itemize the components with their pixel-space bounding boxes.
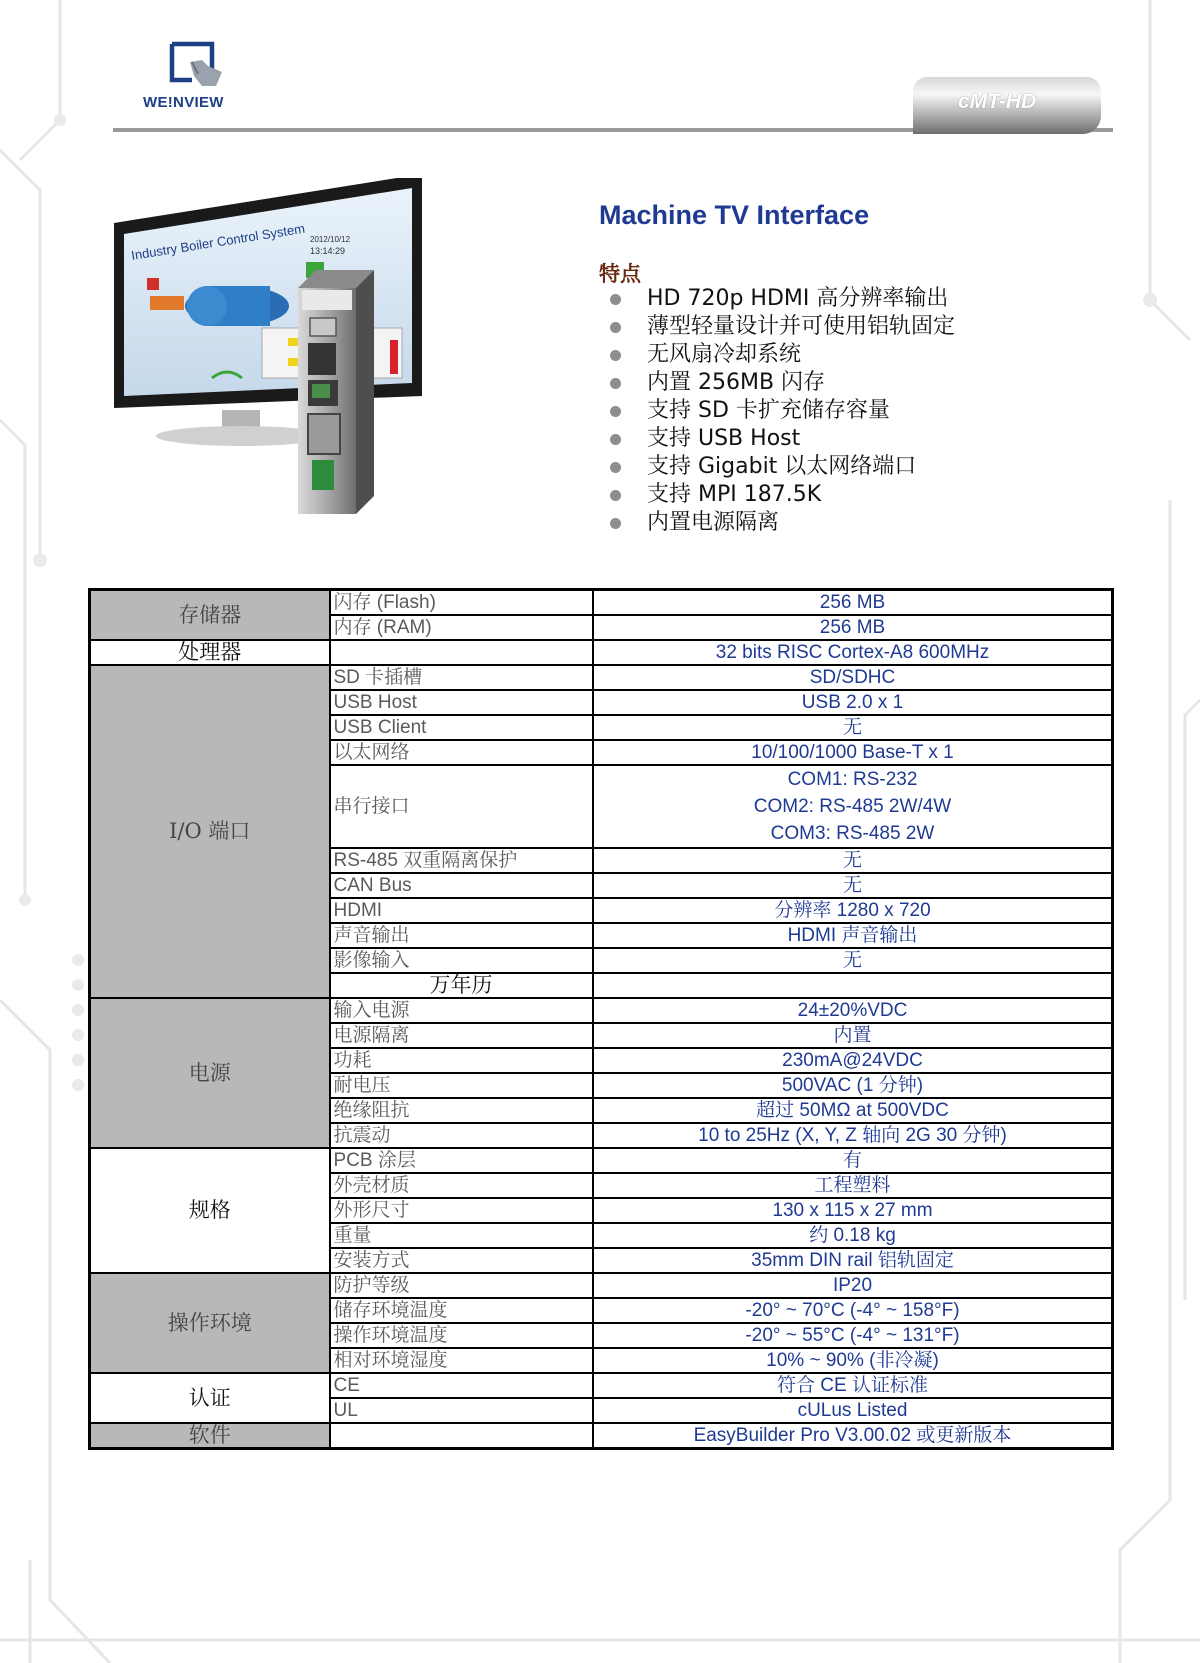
spec-value: 130 x 115 x 27 mm (593, 1198, 1113, 1223)
bullet-icon (610, 462, 621, 473)
bullet-icon (610, 350, 621, 361)
category-environment: 操作环境 (90, 1273, 330, 1373)
spec-value: EasyBuilder Pro V3.00.02 或更新版本 (593, 1423, 1113, 1449)
feature-item: 支持 Gigabit 以太网络端口 (607, 453, 955, 481)
spec-value (593, 765, 1113, 848)
serial-port: COM2: RS-485 2W/4W (753, 796, 952, 817)
spec-value: -20° ~ 55°C (-4° ~ 131°F) (593, 1323, 1113, 1348)
category-processor: 处理器 (90, 640, 330, 665)
spec-item: 内存 (RAM) (330, 615, 593, 640)
feature-item: 支持 MPI 187.5K (607, 481, 955, 509)
spec-value: 230mA@24VDC (593, 1048, 1113, 1073)
spec-item: USB Host (330, 690, 593, 715)
table-row (90, 1273, 1113, 1298)
category-io: I/O 端口 (90, 665, 330, 998)
spec-item: 耐电压 (330, 1073, 593, 1098)
spec-value: 无 (593, 948, 1113, 973)
spec-value: -20° ~ 70°C (-4° ~ 158°F) (593, 1298, 1113, 1323)
table-row (90, 1373, 1113, 1398)
spec-value: 10 to 25Hz (X, Y, Z 轴向 2G 30 分钟) (593, 1123, 1113, 1148)
spec-item: UL (330, 1398, 593, 1423)
feature-title: Machine TV Interface (599, 200, 870, 230)
spec-item: 功耗 (330, 1048, 593, 1073)
spec-item: 防护等级 (330, 1273, 593, 1298)
feature-heading: 特点 (599, 262, 641, 286)
spec-value: cULus Listed (593, 1398, 1113, 1423)
serial-port: COM1: RS-232 (787, 769, 918, 790)
category-storage: 存储器 (90, 590, 330, 641)
spec-item: 以太网络 (330, 740, 593, 765)
table-row (90, 665, 1113, 690)
spec-value: 10/100/1000 Base-T x 1 (593, 740, 1113, 765)
spec-value: 分辨率 1280 x 720 (593, 898, 1113, 923)
spec-item: RS-485 双重隔离保护 (330, 848, 593, 873)
spec-item (593, 973, 1113, 998)
feature-item: 支持 USB Host (607, 425, 955, 453)
logo-icon (168, 40, 224, 88)
spec-item: CAN Bus (330, 873, 593, 898)
brand-name: WE!NVIEW (143, 94, 224, 111)
spec-item: 相对环境湿度 (330, 1348, 593, 1373)
serial-port: COM3: RS-485 2W (770, 823, 935, 844)
spec-item: 操作环境温度 (330, 1323, 593, 1348)
table-row (90, 1423, 1113, 1449)
spec-item: 外形尺寸 (330, 1198, 593, 1223)
spec-item: 安装方式 (330, 1248, 593, 1273)
bullet-icon (610, 322, 621, 333)
spec-value: SD/SDHC (593, 665, 1113, 690)
spec-value: 超过 50MΩ at 500VDC (593, 1098, 1113, 1123)
spec-value: 500VAC (1 分钟) (593, 1073, 1113, 1098)
bullet-icon (610, 434, 621, 445)
spec-item: 输入电源 (330, 998, 593, 1023)
spec-item: CE (330, 1373, 593, 1398)
spec-item: 外壳材质 (330, 1173, 593, 1198)
table-row (90, 998, 1113, 1023)
spec-item: PCB 涂层 (330, 1148, 593, 1173)
category-rtc: 万年历 (330, 973, 593, 998)
spec-item: 电源隔离 (330, 1023, 593, 1048)
bullet-icon (610, 490, 621, 501)
spec-item (330, 640, 593, 665)
spec-item: SD 卡插槽 (330, 665, 593, 690)
spec-value: HDMI 声音输出 (593, 923, 1113, 948)
spec-value: USB 2.0 x 1 (593, 690, 1113, 715)
spec-item: 绝缘阻抗 (330, 1098, 593, 1123)
spec-item: 抗震动 (330, 1123, 593, 1148)
spec-value: 无 (593, 848, 1113, 873)
model-name: cMT-HD (958, 90, 1037, 113)
table-row (90, 1148, 1113, 1173)
spec-value: 35mm DIN rail 铝轨固定 (593, 1248, 1113, 1273)
spec-table (88, 588, 1114, 1450)
spec-value: 内置 (593, 1023, 1113, 1048)
category-certification: 认证 (90, 1373, 330, 1423)
bullet-icon (610, 294, 621, 305)
feature-item: 内置 256MB 闪存 (607, 369, 955, 397)
spec-item: 重量 (330, 1223, 593, 1248)
category-software: 软件 (90, 1423, 330, 1449)
spec-value: IP20 (593, 1273, 1113, 1298)
category-power: 电源 (90, 998, 330, 1148)
spec-item: 影像输入 (330, 948, 593, 973)
bullet-icon (610, 406, 621, 417)
table-row (90, 640, 1113, 665)
spec-item (330, 1423, 593, 1449)
bullet-icon (610, 518, 621, 529)
spec-value: 约 0.18 kg (593, 1223, 1113, 1248)
spec-value: 有 (593, 1148, 1113, 1173)
spec-value: 工程塑料 (593, 1173, 1113, 1198)
spec-value: 符合 CE 认证标准 (593, 1373, 1113, 1398)
category-specs: 规格 (90, 1148, 330, 1273)
screen-date: 2012/10/12 (310, 235, 351, 244)
spec-item: 串行接口 (330, 765, 593, 848)
product-image (112, 178, 502, 558)
spec-item: 闪存 (Flash) (330, 590, 593, 616)
feature-item: HD 720p HDMI 高分辨率输出 (607, 285, 955, 313)
feature-list (607, 285, 955, 537)
feature-item: 支持 SD 卡扩充储存容量 (607, 397, 955, 425)
company-logo (140, 38, 250, 113)
bullet-icon (610, 378, 621, 389)
spec-value: 256 MB (593, 615, 1113, 640)
spec-value: 10% ~ 90% (非冷凝) (593, 1348, 1113, 1373)
spec-item: HDMI (330, 898, 593, 923)
screen-time: 13:14:29 (310, 246, 346, 256)
spec-value: 32 bits RISC Cortex-A8 600MHz (593, 640, 1113, 665)
spec-item: 储存环境温度 (330, 1298, 593, 1323)
spec-value: 无 (593, 715, 1113, 740)
feature-item: 无风扇冷却系统 (607, 341, 955, 369)
feature-item: 薄型轻量设计并可使用铝轨固定 (607, 313, 955, 341)
spec-item: 声音输出 (330, 923, 593, 948)
screen-title: Industry Boiler Control System (130, 220, 306, 263)
spec-value: 无 (593, 873, 1113, 898)
spec-value: 24±20%VDC (593, 998, 1113, 1023)
spec-value: 256 MB (593, 590, 1113, 616)
feature-item: 内置电源隔离 (607, 509, 955, 537)
table-row (90, 590, 1113, 616)
spec-item: USB Client (330, 715, 593, 740)
